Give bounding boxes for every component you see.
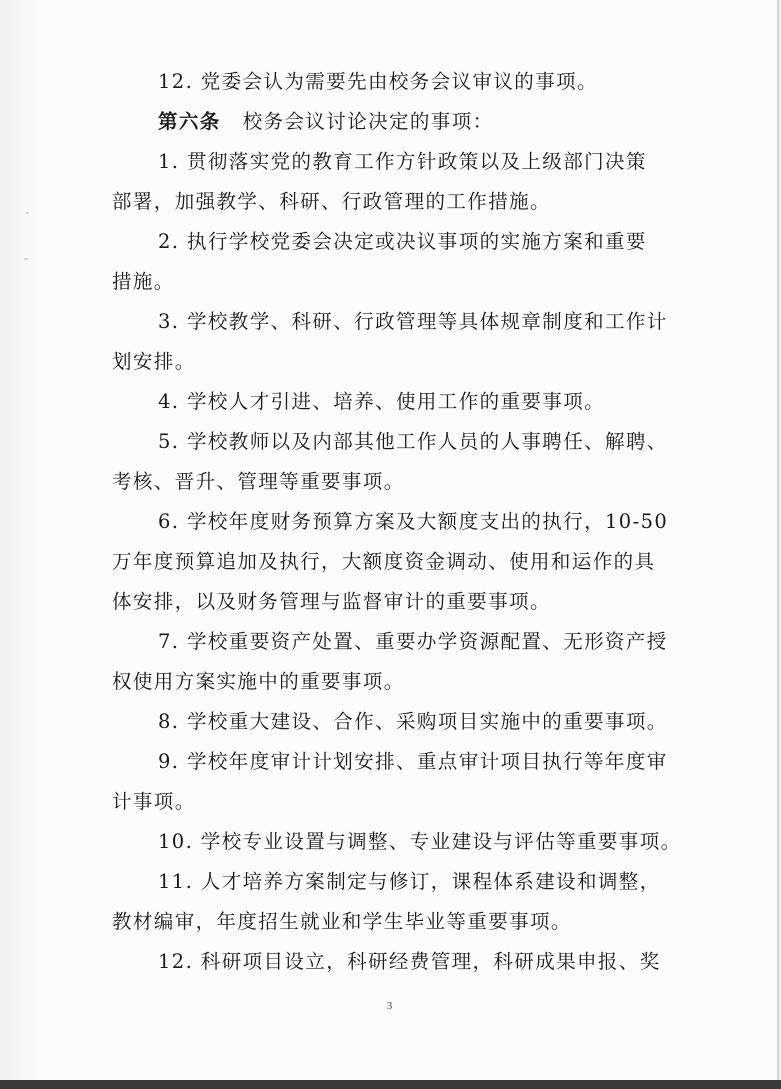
text-line: 权使用方案实施中的重要事项。 bbox=[112, 670, 405, 693]
text-line: 5. 学校教师以及内部其他工作人员的人事聘任、解聘、 bbox=[158, 430, 668, 453]
text-line: 教材编审，年度招生就业和学生毕业等重要事项。 bbox=[112, 910, 572, 933]
article-heading-line bbox=[158, 110, 494, 134]
scan-speck bbox=[26, 212, 29, 214]
text-line: 10. 学校专业设置与调整、专业建设与评估等重要事项。 bbox=[158, 830, 682, 853]
text-line: 12. 党委会认为需要先由校务会议审议的事项。 bbox=[158, 70, 598, 93]
text-line: 9. 学校年度审计计划安排、重点审计项目执行等年度审 bbox=[158, 750, 668, 773]
viewer-bottom-bar bbox=[0, 1080, 781, 1089]
text-line: 4. 学校人才引进、培养、使用工作的重要事项。 bbox=[158, 390, 606, 413]
text-line: 1. 贯彻落实党的教育工作方针政策以及上级部门决策 bbox=[158, 150, 647, 173]
text-line: 8. 学校重大建设、合作、采购项目实施中的重要事项。 bbox=[158, 710, 668, 733]
text-line: 考核、晋升、管理等重要事项。 bbox=[112, 470, 405, 493]
text-line: 11. 人才培养方案制定与修订，课程体系建设和调整， bbox=[158, 870, 661, 893]
text-line: 7. 学校重要资产处置、重要办学资源配置、无形资产授 bbox=[158, 630, 668, 653]
article-label: 第六条 bbox=[158, 110, 221, 133]
text-line: 措施。 bbox=[112, 270, 175, 293]
text-line: 划安排。 bbox=[112, 350, 196, 373]
text-line: 体安排，以及财务管理与监督审计的重要事项。 bbox=[112, 590, 551, 613]
text-line: 计事项。 bbox=[112, 790, 196, 813]
article-heading-text: 校务会议讨论决定的事项： bbox=[242, 110, 494, 133]
page-number: 3 bbox=[386, 1000, 393, 1012]
scan-speck bbox=[24, 258, 28, 260]
text-line: 部署，加强教学、科研、行政管理的工作措施。 bbox=[112, 190, 551, 213]
text-line: 12. 科研项目设立，科研经费管理，科研成果申报、奖 bbox=[158, 950, 661, 973]
text-line: 6. 学校年度财务预算方案及大额度支出的执行，10-50 bbox=[158, 510, 669, 533]
text-line: 2. 执行学校党委会决定或决议事项的实施方案和重要 bbox=[158, 230, 647, 253]
text-line: 万年度预算追加及执行，大额度资金调动、使用和运作的具 bbox=[112, 550, 656, 573]
text-line: 3. 学校教学、科研、行政管理等具体规章制度和工作计 bbox=[158, 310, 668, 333]
